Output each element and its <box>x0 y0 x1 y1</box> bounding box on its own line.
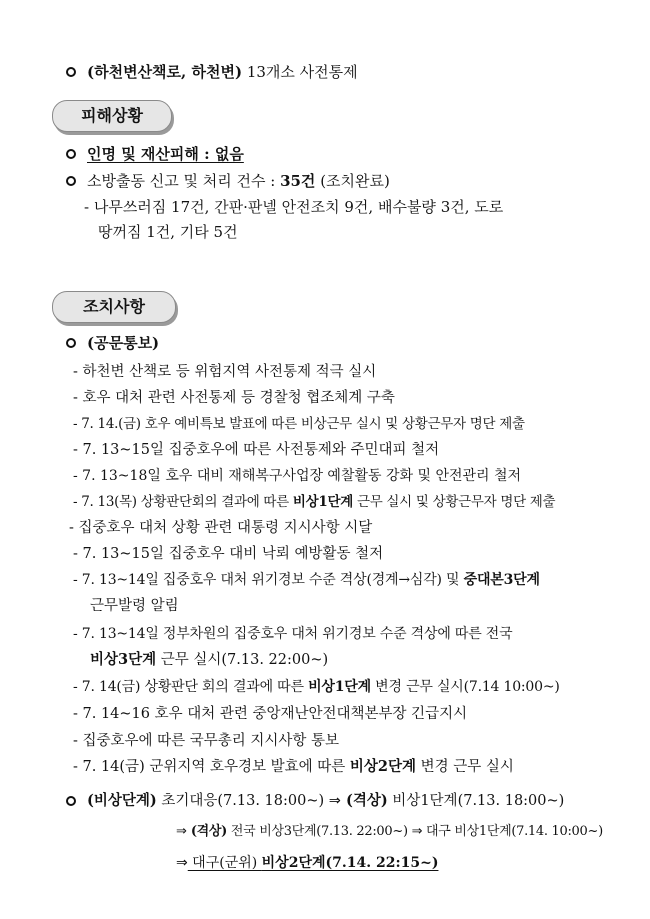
action-item-3: - 7. 14.(금) 호우 예비특보 발표에 따른 비상근무 실시 및 상황근무자 명단 제출 <box>73 416 525 432</box>
action-item-7: - 집중호우 대처 상황 관련 대통령 지시사항 시달 <box>69 520 373 536</box>
action-item-4: - 7. 13~15일 집중호우에 따른 사전통제와 주민대피 철저 <box>73 442 440 458</box>
arrow-right-icon: ⇒ <box>411 824 423 839</box>
action-item-5: - 7. 13~18일 호우 대비 재해복구사업장 예찰활동 강화 및 안전관리 철저 <box>73 468 522 484</box>
bullet-circle-icon <box>66 796 76 806</box>
action-item-9-cont: 근무발령 알림 <box>90 598 179 614</box>
emergency-stage-line-2 <box>176 822 603 842</box>
bullet-circle-icon <box>66 149 76 159</box>
action-item-13: - 집중호우에 따른 국무총리 지시사항 통보 <box>73 733 340 749</box>
official-notice-label: (공문통보) <box>87 334 160 352</box>
bullet-circle-icon <box>66 338 76 348</box>
arrow-right-icon: ⇒ <box>176 824 187 839</box>
bullet-circle-icon <box>66 176 76 186</box>
arrow-right-icon: ⇒ <box>328 793 341 809</box>
action-item-9-a: - 7. 13~14일 집중호우 대처 위기경보 수준 격상(경계→심각) 및 <box>73 572 464 588</box>
top-notice-prefix: (하천변산책로, 하천변) <box>87 63 243 81</box>
action-item-10-c: 근무 실시(7.13. 22:00~) <box>156 652 329 668</box>
action-item-14-c: 변경 근무 실시 <box>415 759 514 775</box>
action-item-9-level: 중대본3단계 <box>463 572 540 588</box>
damage-fire-dispatch-line <box>87 171 390 191</box>
action-item-14-a: - 7. 14(금) 군위지역 호우경보 발효에 따른 <box>73 759 350 775</box>
emergency-upgrade-label: (격상) <box>340 792 388 809</box>
actions-section-header: 조치사항 <box>52 291 176 323</box>
action-item-2: - 호우 대처 관련 사전통제 등 경찰청 협조체계 구축 <box>73 390 395 406</box>
damage-fire-dispatch-label: 소방출동 신고 및 처리 건수 : <box>87 172 281 190</box>
emergency-stage-line-3 <box>176 853 438 873</box>
emergency-stage-level1: 비상1단계(7.13. 18:00~) <box>387 793 565 809</box>
action-item-11-c: 변경 근무 실시(7.14 10:00~) <box>370 679 560 695</box>
emergency-gunwi-region: 대구(군위) <box>187 855 262 871</box>
action-item-9 <box>73 570 540 590</box>
action-item-6-level: 비상1단계 <box>292 494 353 510</box>
action-item-11-a: - 7. 14(금) 상황판단 회의 결과에 따른 <box>73 679 309 695</box>
damage-detail-line-1: - 나무쓰러짐 17건, 간판·판넬 안전조치 9건, 배수불량 3건, 도로 <box>84 198 504 216</box>
damage-fire-dispatch-status: (조치완료) <box>315 172 390 190</box>
emergency-upgrade-label-2: (격상) <box>186 824 228 839</box>
emergency-national-level3: 전국 비상3단계(7.13. 22:00~) <box>227 824 412 839</box>
bullet-circle-icon <box>66 67 76 77</box>
emergency-stage-label: (비상단계) <box>87 792 157 809</box>
arrow-right-icon: ⇒ <box>176 855 188 871</box>
damage-casualty-line <box>87 144 244 164</box>
action-item-12: - 7. 14~16 호우 대처 관련 중앙재난안전대책본부장 긴급지시 <box>73 706 468 722</box>
action-item-10-cont <box>90 650 328 670</box>
top-notice <box>87 62 358 82</box>
damage-fire-dispatch-count: 35건 <box>280 172 316 190</box>
emergency-stage-line <box>87 791 564 811</box>
emergency-gunwi-level2: 비상2단계(7.14. 22:15~) <box>261 855 439 871</box>
emergency-daegu-level1: 대구 비상1단계(7.14. 10:00~) <box>422 824 603 839</box>
action-item-11-level: 비상1단계 <box>308 679 371 695</box>
action-item-6-c: 근무 실시 및 상황근무자 명단 제출 <box>352 494 556 510</box>
action-item-1: - 하천변 산책로 등 위험지역 사전통제 적극 실시 <box>73 364 377 380</box>
emergency-stage-initial: 초기대응(7.13. 18:00~) <box>156 793 329 809</box>
action-item-11 <box>73 677 560 697</box>
action-item-14 <box>73 757 514 777</box>
top-notice-text: 13개소 사전통제 <box>242 63 358 81</box>
damage-detail-line-2: 땅꺼짐 1건, 기타 5건 <box>98 223 238 241</box>
action-item-8: - 7. 13~15일 집중호우 대비 낙뢰 예방활동 철저 <box>73 546 384 562</box>
action-item-14-level: 비상2단계 <box>349 758 416 775</box>
action-item-10-level: 비상3단계 <box>90 651 157 668</box>
action-item-6-a: - 7. 13(목) 상황판단회의 결과에 따른 <box>73 494 293 510</box>
action-item-10: - 7. 13~14일 정부차원의 집중호우 대처 위기경보 수준 격상에 따른 전국 <box>73 626 513 642</box>
damage-casualty-text: 인명 및 재산피해 : 없음 <box>87 145 244 163</box>
damage-section-header: 피해상황 <box>52 100 172 132</box>
action-item-6 <box>73 492 555 512</box>
